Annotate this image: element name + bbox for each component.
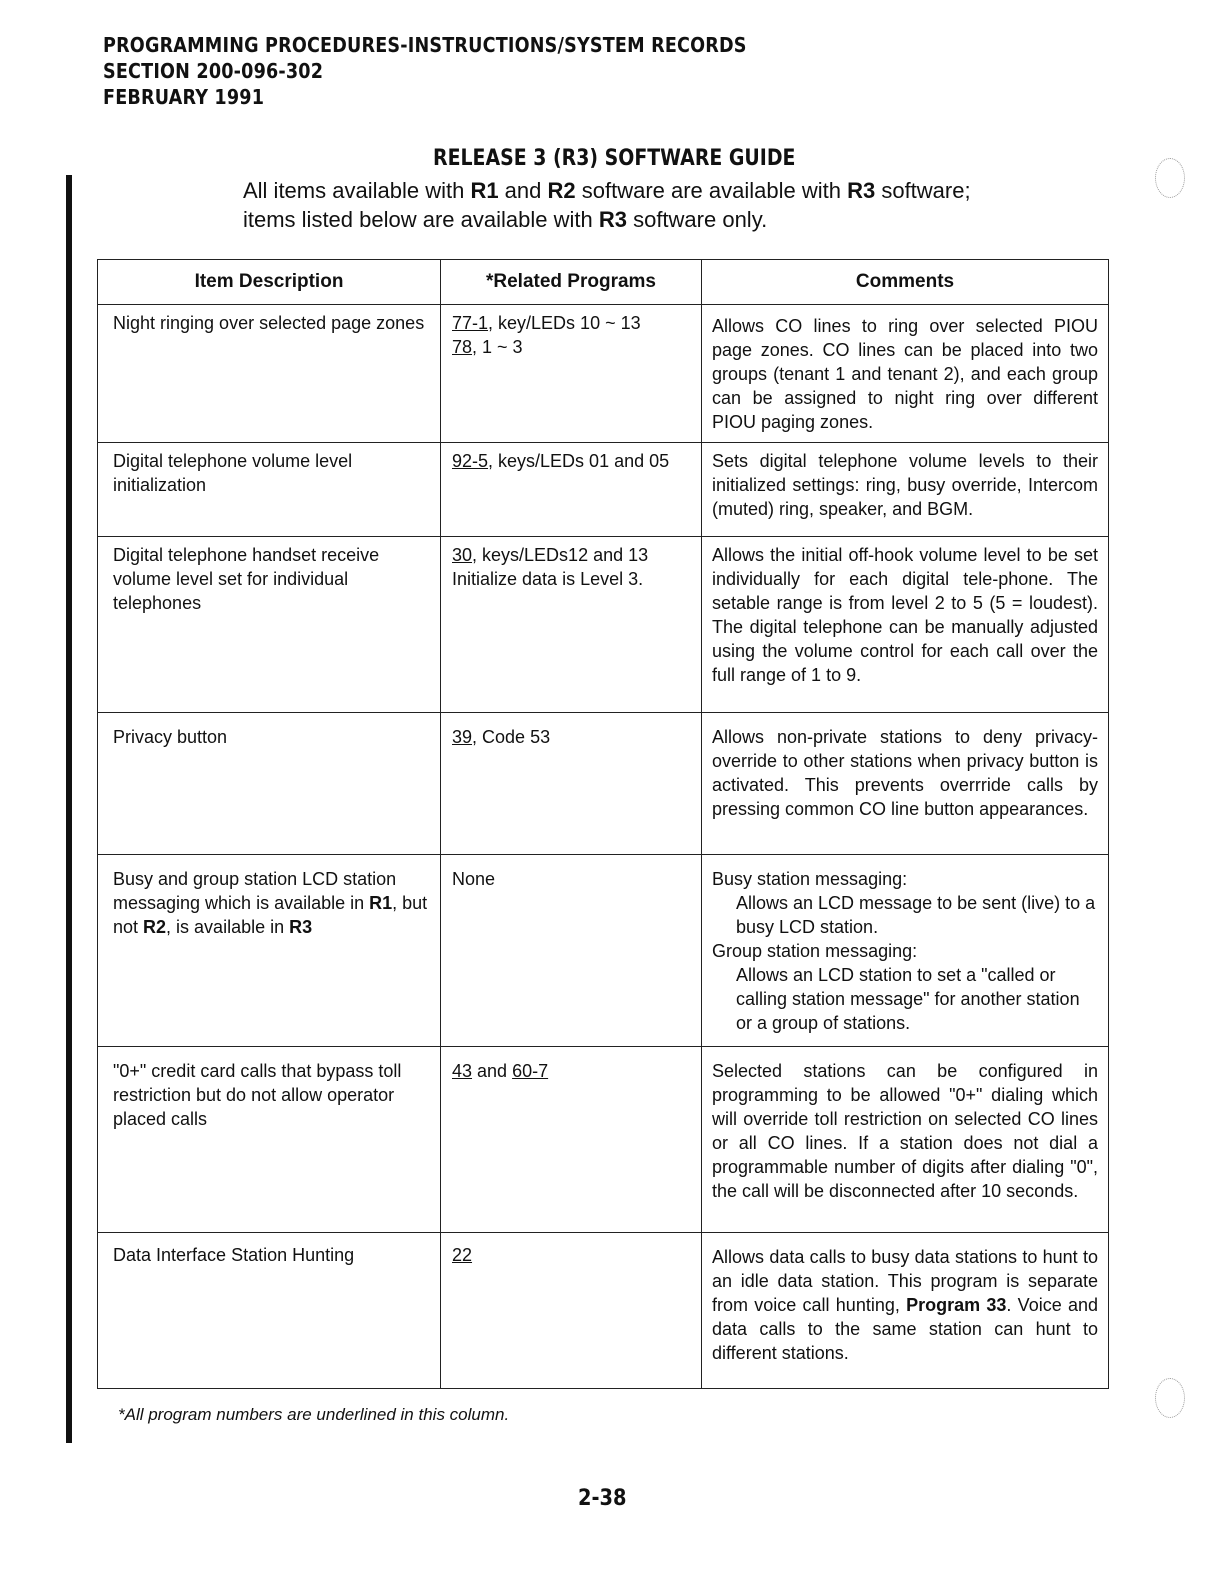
comments: Allows data calls to busy data stations to hunt to an idle data station. This program is separate from voice call hunting, Program 33. Voice and data calls to the same station can hunt to different stations. (702, 1233, 1109, 1389)
item-description: Privacy button (98, 713, 441, 855)
table-row (98, 1047, 1109, 1233)
related-programs: 22 (441, 1233, 702, 1389)
table-header-row (98, 260, 1109, 305)
guide-intro: All items available with R1 and R2 software are available with R3 software; items listed below are available with R3 software only. (243, 178, 971, 232)
table-row (98, 537, 1109, 713)
item-description: Data Interface Station Hunting (98, 1233, 441, 1389)
related-programs: 39, Code 53 (441, 713, 702, 855)
item-description: Night ringing over selected page zones (98, 305, 441, 443)
document-header (103, 32, 747, 110)
page-number: 2-38 (578, 1486, 627, 1511)
comments: Allows non-private stations to deny privacy-override to other stations when privacy button is activated. This prevents overrride calls by pressing common CO line button appearances. (702, 713, 1109, 855)
footnote: *All program numbers are underlined in this column. (118, 1405, 510, 1424)
item-description: Digital telephone handset receive volume level set for individual telephones (98, 537, 441, 713)
comments: Allows CO lines to ring over selected PIOU page zones. CO lines can be placed into two groups (tenant 1 and tenant 2), and each group can be assigned to night ring over different PIOU paging zones. (702, 305, 1109, 443)
header-section: SECTION 200-096-302 (103, 59, 324, 83)
binder-hole-mark (1155, 158, 1185, 198)
table-row (98, 855, 1109, 1047)
binder-hole-mark (1155, 1378, 1185, 1418)
related-programs: 30, keys/LEDs12 and 13 Initialize data is Level 3. (441, 537, 702, 713)
header-item-description: Item Description (98, 260, 441, 305)
related-programs: 77-1, key/LEDs 10 ~ 13 78, 1 ~ 3 (441, 305, 702, 443)
header-date: FEBRUARY 1991 (103, 85, 265, 109)
comments: Selected stations can be configured in programming to be allowed "0+" dialing which will override toll restriction on selected CO lines or all CO lines. If a station does not dial a programmable number of digits after dialing "0", the call will be disconnected after 10 seconds. (702, 1047, 1109, 1233)
revision-change-bar (66, 175, 72, 1443)
table-row (98, 1233, 1109, 1389)
comments: Busy station messaging: Allows an LCD message to be sent (live) to a busy LCD station. Group station messaging: Allows an LCD station to set a "called or calling station message" for another station or a group of stations. (702, 855, 1109, 1047)
header-related-programs: *Related Programs (441, 260, 702, 305)
guide-title: RELEASE 3 (R3) SOFTWARE GUIDE (433, 146, 796, 171)
item-description: Digital telephone volume level initialization (98, 443, 441, 537)
item-description: Busy and group station LCD station messaging which is available in R1, but not R2, is available in R3 (98, 855, 441, 1047)
header-title: PROGRAMMING PROCEDURES-INSTRUCTIONS/SYSTEM RECORDS (103, 33, 747, 57)
table-row (98, 305, 1109, 443)
related-programs: 43 and 60-7 (441, 1047, 702, 1233)
table-row (98, 713, 1109, 855)
header-comments: Comments (702, 260, 1109, 305)
comments: Sets digital telephone volume levels to their initialized settings: ring, busy override, Intercom (muted) ring, speaker, and BGM. (702, 443, 1109, 537)
related-programs: None (441, 855, 702, 1047)
r3-software-table (97, 259, 1109, 1389)
item-description: "0+" credit card calls that bypass toll restriction but do not allow operator placed calls (98, 1047, 441, 1233)
comments: Allows the initial off-hook volume level to be set individually for each digital tele-phone. The setable range is from level 2 to 5 (5 = loudest). The digital telephone can be manually adjusted using the volume control for each call over the full range of 1 to 9. (702, 537, 1109, 713)
related-programs: 92-5, keys/LEDs 01 and 05 (441, 443, 702, 537)
table-row (98, 443, 1109, 537)
